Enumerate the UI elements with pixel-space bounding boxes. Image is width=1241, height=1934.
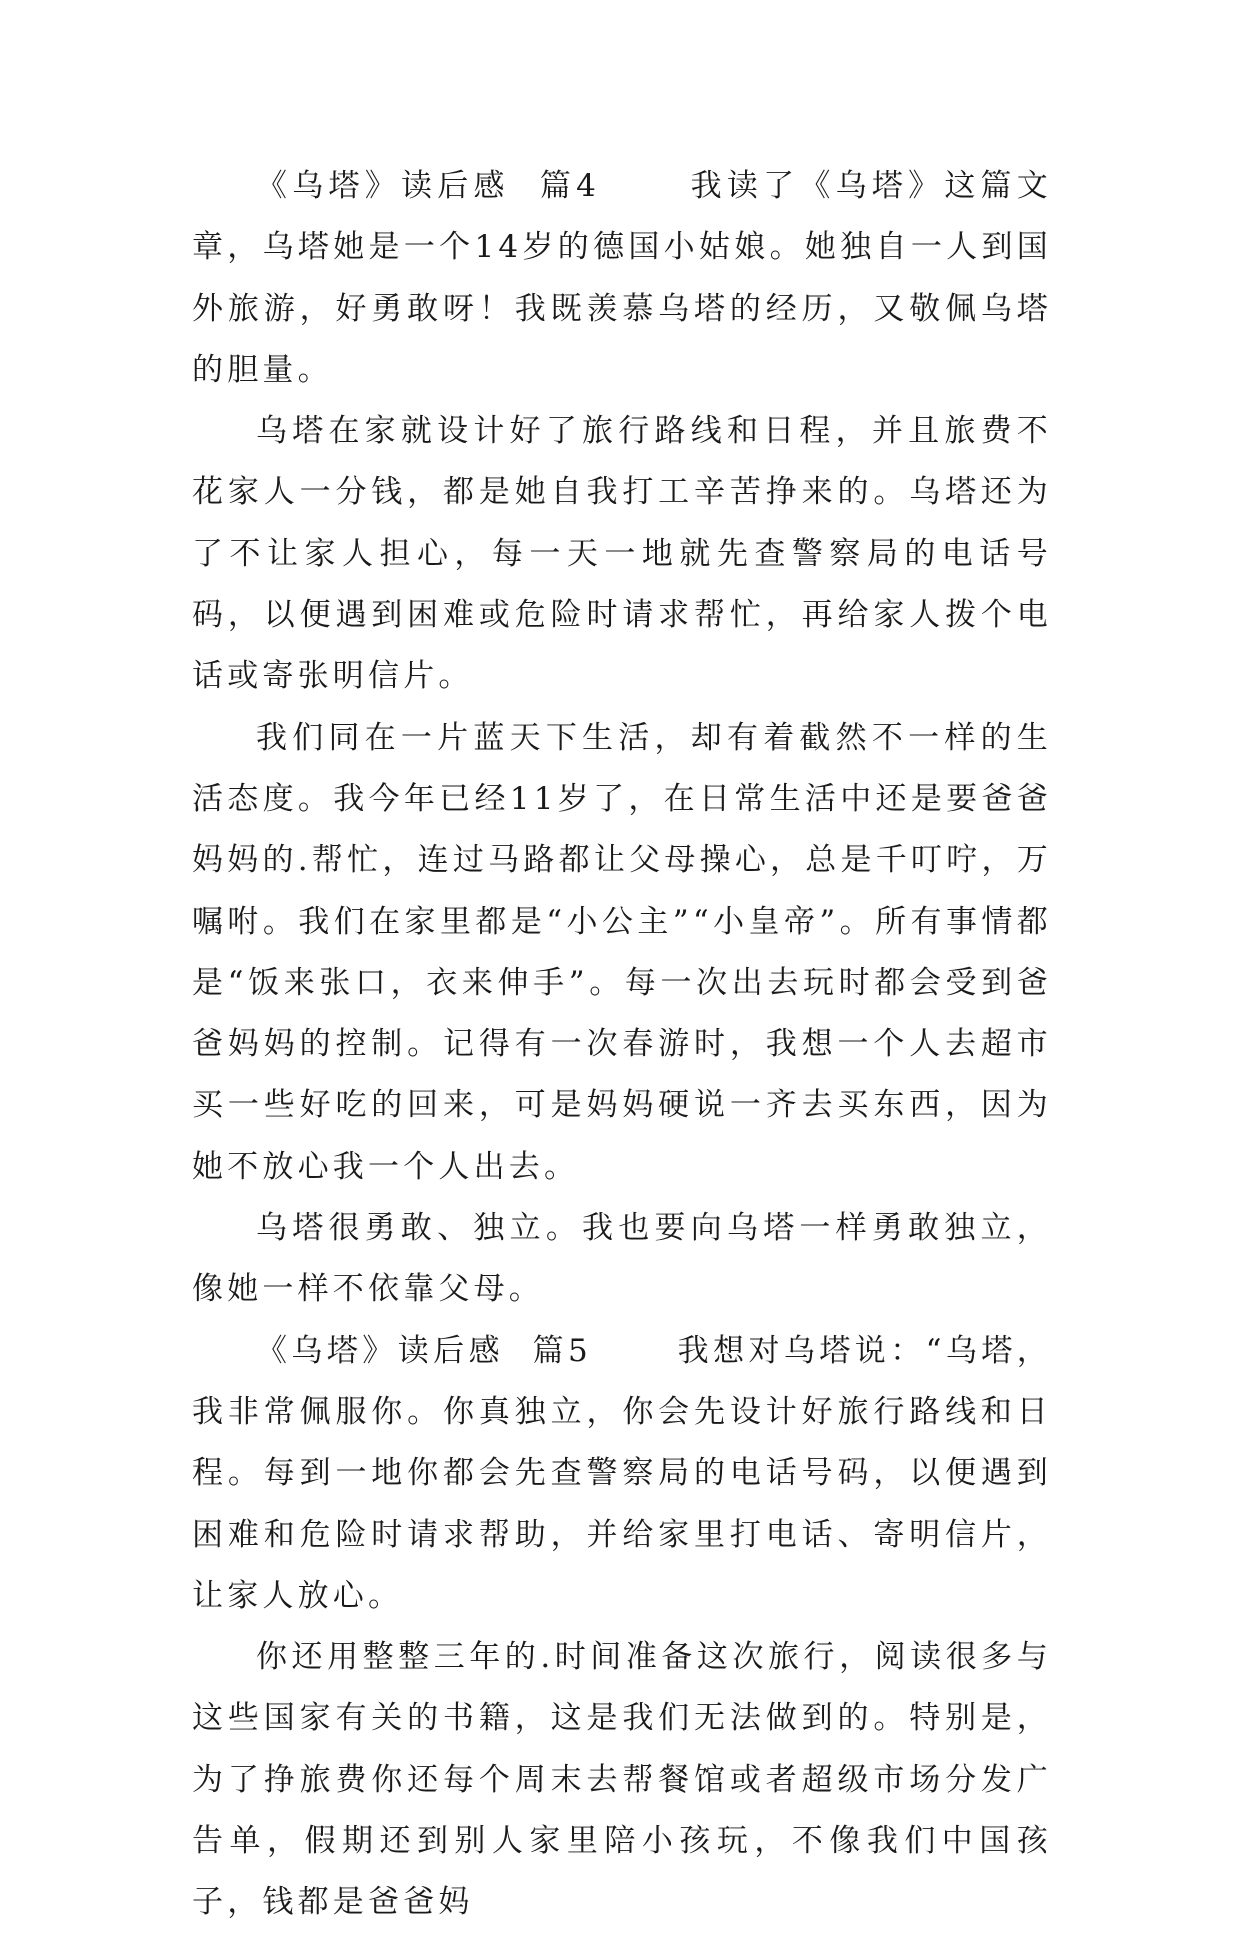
paragraph-4-text: 乌塔很勇敢、独立。我也要向乌塔一样勇敢独立，像她一样不依靠父母。 xyxy=(192,1210,1052,1308)
paragraph-6 xyxy=(192,1627,1052,1933)
paragraph-5-text: 我想对乌塔说：“乌塔，我非常佩服你。你真独立，你会先设计好旅行路线和日程。每到一地你都会先查警察局的电话号码，以便遇到困难和危险时请求帮助，并给家里打电话、寄明信片，让家人放心。 xyxy=(192,1332,1052,1614)
paragraph-1-text: 我读了《乌塔》这篇文章，乌塔她是一个14岁的德国小姑娘。她独自一人到国外旅游，好勇敢呀！我既羡慕乌塔的经历，又敬佩乌塔的胆量。 xyxy=(192,168,1052,388)
paragraph-3-text: 我们同在一片蓝天下生活，却有着截然不一样的生活态度。我今年已经11岁了，在日常生活中还是要爸爸妈妈的.帮忙，连过马路都让父母操心，总是千叮咛，万嘱咐。我们在家里都是“小公主”“小皇帝”。所有事情都是“饭来张口，衣来伸手”。每一次出去玩时都会受到爸爸妈妈的控制。记得有一次春游时，我想一个人去超市买一些好吃的回来，可是妈妈硬说一齐去买东西，因为她不放心我一个人出去。 xyxy=(192,719,1052,1185)
section-heading-5: 《乌塔》读后感 篇5 xyxy=(256,1332,678,1369)
paragraph-1 xyxy=(192,156,1052,401)
paragraph-4 xyxy=(192,1198,1052,1321)
section-heading-4: 《乌塔》读后感 篇4 xyxy=(256,168,691,204)
paragraph-2-text: 乌塔在家就设计好了旅行路线和日程，并且旅费不花家人一分钱，都是她自我打工辛苦挣来的。乌塔还为了不让家人担心，每一天一地就先查警察局的电话号码，以便遇到困难或危险时请求帮忙，再给家人拨个电话或寄张明信片。 xyxy=(192,413,1052,695)
paragraph-6-text: 你还用整整三年的.时间准备这次旅行，阅读很多与这些国家有关的书籍，这是我们无法做到的。特别是，为了挣旅费你还每个周末去帮餐馆或者超级市场分发广告单，假期还到别人家里陪小孩玩，不像我们中国孩子，钱都是爸爸妈 xyxy=(192,1639,1052,1921)
document-body xyxy=(192,156,1052,1934)
paragraph-5 xyxy=(192,1321,1052,1627)
paragraph-3 xyxy=(192,708,1052,1198)
paragraph-2 xyxy=(192,401,1052,707)
